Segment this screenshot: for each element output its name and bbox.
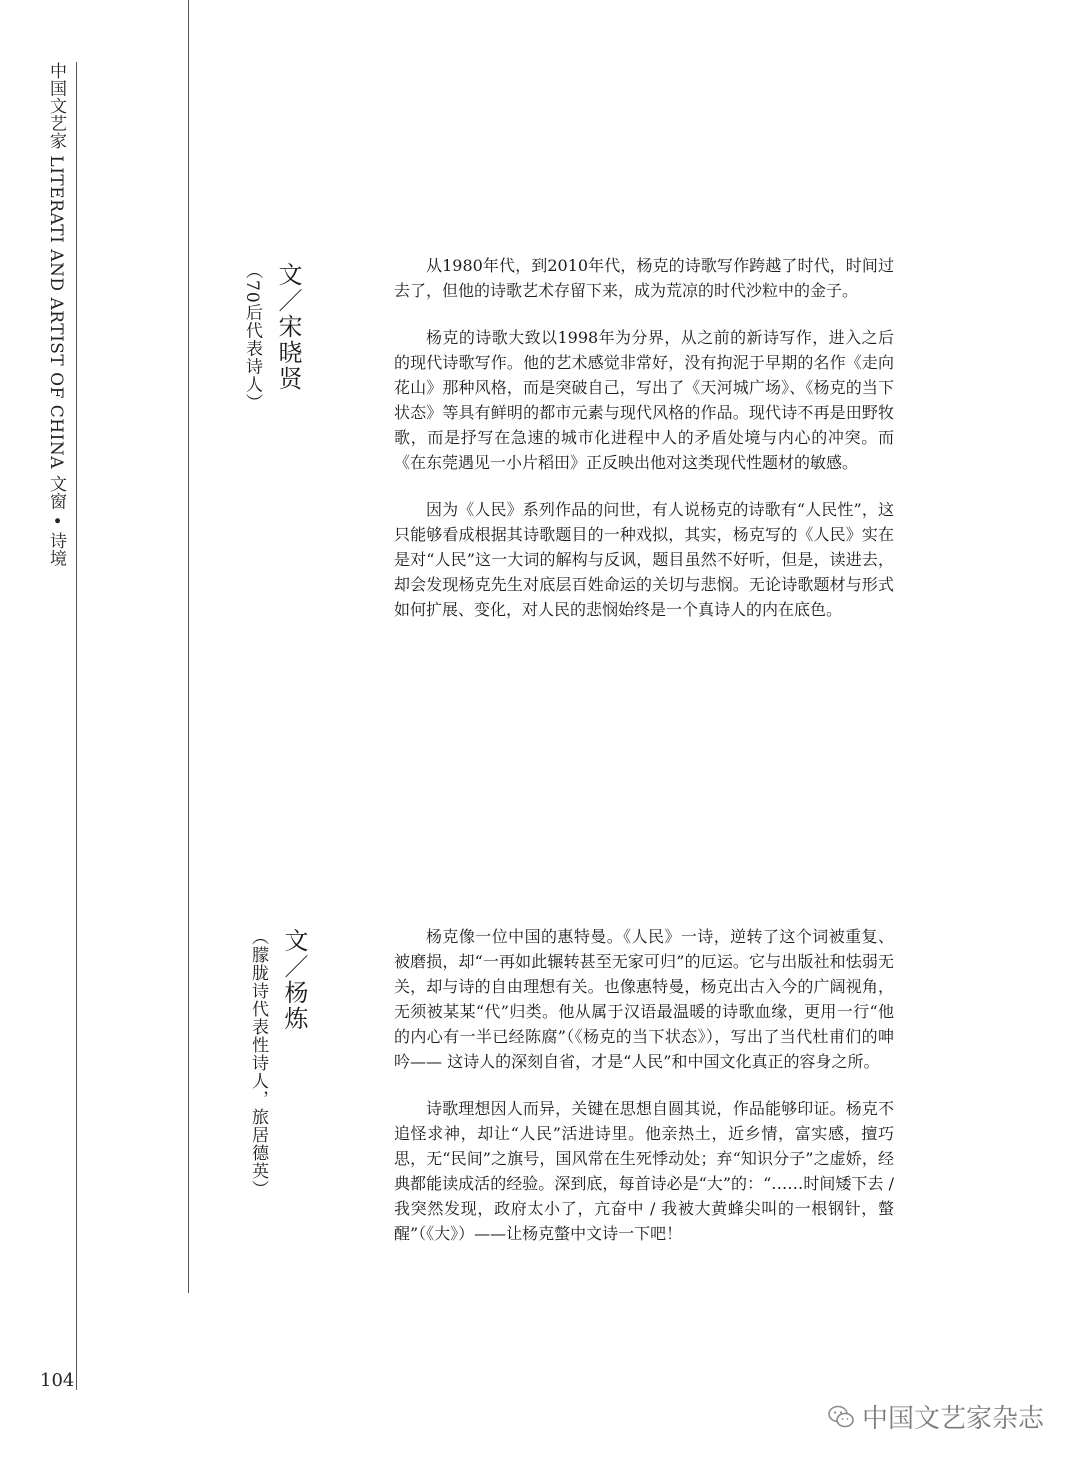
author-name: 文／杨炼 bbox=[280, 928, 308, 1032]
author-block-2 bbox=[246, 928, 312, 1198]
paragraph: 杨克的诗歌大致以1998年为分界，从之前的新诗写作，进入之后的现代诗歌写作。他的艺术感觉非常好，没有拘泥于早期的名作《走向花山》那种风格，而是突破自己，写出了《天河城广场》、《杨克的当下状态》等具有鲜明的都市元素与现代风格的作品。现代诗不再是田野牧歌，而是抒写在急速的城市化进程中人的矛盾处境与内心的冲突。而《在东莞遇见一小片稻田》正反映出他对这类现代性题材的敏感。 bbox=[394, 328, 894, 472]
paragraph: 因为《人民》系列作品的问世，有人说杨克的诗歌有“人民性”，这只能够看成根据其诗歌题目的一种戏拟，其实，杨克写的《人民》实在是对“人民”这一大词的解构与反讽，题目虽然不好听，但是，读进去，却会发现杨克先生对底层百姓命运的关切与悲悯。无论诗歌题材与形式如何扩展、变化，对人民的悲悯始终是一个真诗人的内在底色。 bbox=[394, 500, 894, 619]
article-1 bbox=[394, 253, 894, 644]
page-number: 104 bbox=[40, 1370, 75, 1391]
paragraph: 杨克像一位中国的惠特曼。《人民》一诗，逆转了这个词被重复、被磨损，却“一再如此辗转甚至无家可归”的厄运。它与出版社和怯弱无关，却与诗的自由理想有关。也像惠特曼，杨克出古入今的广阔视角，无须被某某“代”归类。他从属于汉语最温暖的诗歌血缘，更用一行“他的内心有一半已经陈腐”（《杨克的当下状态》），写出了当代杜甫们的呻吟—— 这诗人的深刻自省，才是“人民”和中国文化真正的容身之所。 bbox=[394, 927, 894, 1071]
paragraph: 从1980年代，到2010年代，杨克的诗歌写作跨越了时代，时间过去了，但他的诗歌艺术存留下来，成为荒凉的时代沙粒中的金子。 bbox=[394, 256, 894, 300]
column-divider-rule bbox=[188, 0, 189, 1293]
running-head: 中国文艺家 LITERATI AND ARTIST OF CHINA 文窗 • 诗境 bbox=[46, 62, 66, 568]
author-note: （朦胧诗代表性诗人，旅居德英） bbox=[248, 928, 268, 1198]
watermark bbox=[828, 1398, 1044, 1435]
author-name: 文／宋晓贤 bbox=[274, 262, 302, 392]
article-2 bbox=[394, 924, 894, 1268]
author-note: （70后代表诗人） bbox=[242, 262, 262, 412]
wechat-icon bbox=[828, 1405, 854, 1429]
watermark-text: 中国文艺家杂志 bbox=[862, 1404, 1045, 1434]
author-block-1 bbox=[240, 262, 306, 412]
page-edge-rule bbox=[76, 62, 77, 1390]
paragraph: 诗歌理想因人而异，关键在思想自圆其说，作品能够印证。杨克不追怪求神，却让“人民”活进诗里。他亲热土，近乡情，富实感，擅巧思，无“民间”之旗号，国风常在生死悸动处；弃“知识分子”之虚娇，经典都能读成活的经验。深到底，每首诗必是“大”的：“……时间矮下去 / 我突然发现，政府太小了，亢奋中 / 我被大黄蜂尖叫的一根钢针，螫醒”（《大》）——让杨克螫中文诗一下吧！ bbox=[394, 1099, 894, 1243]
